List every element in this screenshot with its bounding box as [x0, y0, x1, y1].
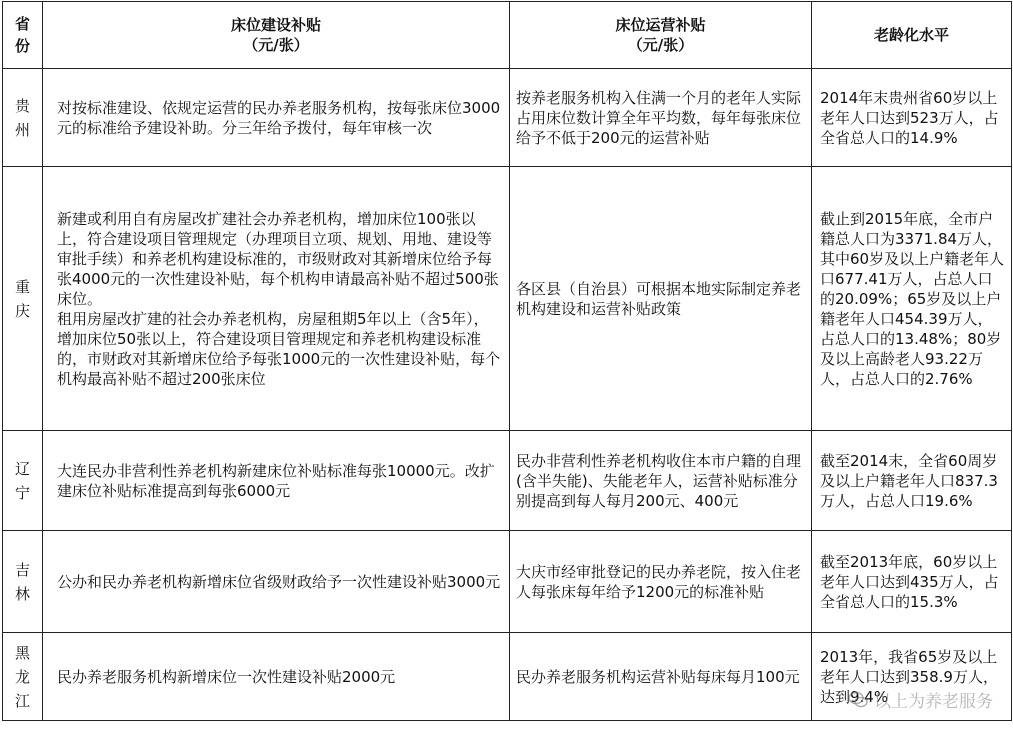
header-build-title: 床位建设补贴: [47, 15, 505, 35]
header-operate-title: 床位运营补贴: [514, 15, 807, 35]
operate-subsidy-cell: 按养老服务机构入住满一个月的老年人实际占用床位数计算全年平均数，每年每张床位给予不低于200元的运营补贴: [510, 69, 812, 167]
operate-subsidy-cell: 民办非营利性养老机构收住本市户籍的自理(含半失能)、失能老年人，运营补贴标准分别提高到每人每月200元、400元: [510, 431, 812, 531]
table-row: [3, 531, 1012, 633]
aging-level-cell: 截至2013年底，60岁以上老年人口达到435万人，占全省总人口的15.3%: [812, 531, 1012, 633]
header-province: 省份: [3, 2, 43, 69]
header-row: [3, 2, 1012, 69]
table-row: [3, 69, 1012, 167]
build-subsidy-cell: 公办和民办养老机构新增床位省级财政给予一次性建设补贴3000元: [43, 531, 510, 633]
header-operate-unit: （元/张）: [514, 35, 807, 55]
build-subsidy-cell: [43, 167, 510, 431]
header-build-subsidy: [43, 2, 510, 69]
aging-level-cell: 截至2014末，全省60周岁及以上户籍老年人口837.3万人，占总人口19.6%: [812, 431, 1012, 531]
table-row: [3, 633, 1012, 721]
province-cell: 黑龙江: [3, 633, 43, 721]
table-row: [3, 167, 1012, 431]
operate-subsidy-cell: 大庆市经审批登记的民办养老院，按入住老人每张床每年给予1200元的标准补贴: [510, 531, 812, 633]
header-operate-subsidy: [510, 2, 812, 69]
build-subsidy-cell: 民办养老服务机构新增床位一次性建设补贴2000元: [43, 633, 510, 721]
aging-level-cell: 2014年末贵州省60岁以上老年人口达到523万人，占全省总人口的14.9%: [812, 69, 1012, 167]
province-cell: 贵州: [3, 69, 43, 167]
province-cell: 吉林: [3, 531, 43, 633]
operate-subsidy-cell: 各区县（自治县）可根据本地实际制定养老机构建设和运营补贴政策: [510, 167, 812, 431]
build-paragraph: 租用房屋改扩建的社会办养老机构，房屋租期5年以上（含5年），增加床位50张以上，符合建设项目管理规定和养老机构建设标准的，市财政对其新增床位给予每张1000元的一次性建设补贴，每个机构最高补贴不超过200张床位: [57, 309, 501, 389]
table-row: [3, 431, 1012, 531]
subsidy-comparison-table: [2, 1, 1012, 721]
header-build-unit: （元/张）: [47, 35, 505, 55]
operate-subsidy-cell: 民办养老服务机构运营补贴每床每月100元: [510, 633, 812, 721]
build-subsidy-cell: 对按标准建设、依规定运营的民办养老服务机构，按每张床位3000元的标准给予建设补助。分三年给予拨付，每年审核一次: [43, 69, 510, 167]
province-cell: 辽宁: [3, 431, 43, 531]
build-subsidy-cell: 大连民办非营利性养老机构新建床位补贴标准每张10000元。改扩建床位补贴标准提高到每张6000元: [43, 431, 510, 531]
watermark-text: 以上为养老服务: [874, 687, 993, 712]
aging-level-cell: 截止到2015年底，全市户籍总人口为3371.84万人，其中60岁及以上户籍老年人口677.41万人，占总人口的20.09%；65岁及以上户籍老年人口454.39万人，占总人口的13.48%；80岁及以上高龄老人93.22万人，占总人口的2.76%: [812, 167, 1012, 431]
build-paragraph: 新建或利用自有房屋改扩建社会办养老机构，增加床位100张以上，符合建设项目管理规定（办理项目立项、规划、用地、建设等审批手续）和养老机构建设标准的，市级财政对其新增床位给予每张4000元的一次性建设补贴，每个机构申请最高补贴不超过500张床位。: [57, 209, 501, 309]
province-cell: 重庆: [3, 167, 43, 431]
aging-level-cell: 2013年，我省65岁及以上老年人口达到358.9万人，达到9.4%: [812, 633, 1012, 721]
header-aging-level: 老龄化水平: [812, 2, 1012, 69]
